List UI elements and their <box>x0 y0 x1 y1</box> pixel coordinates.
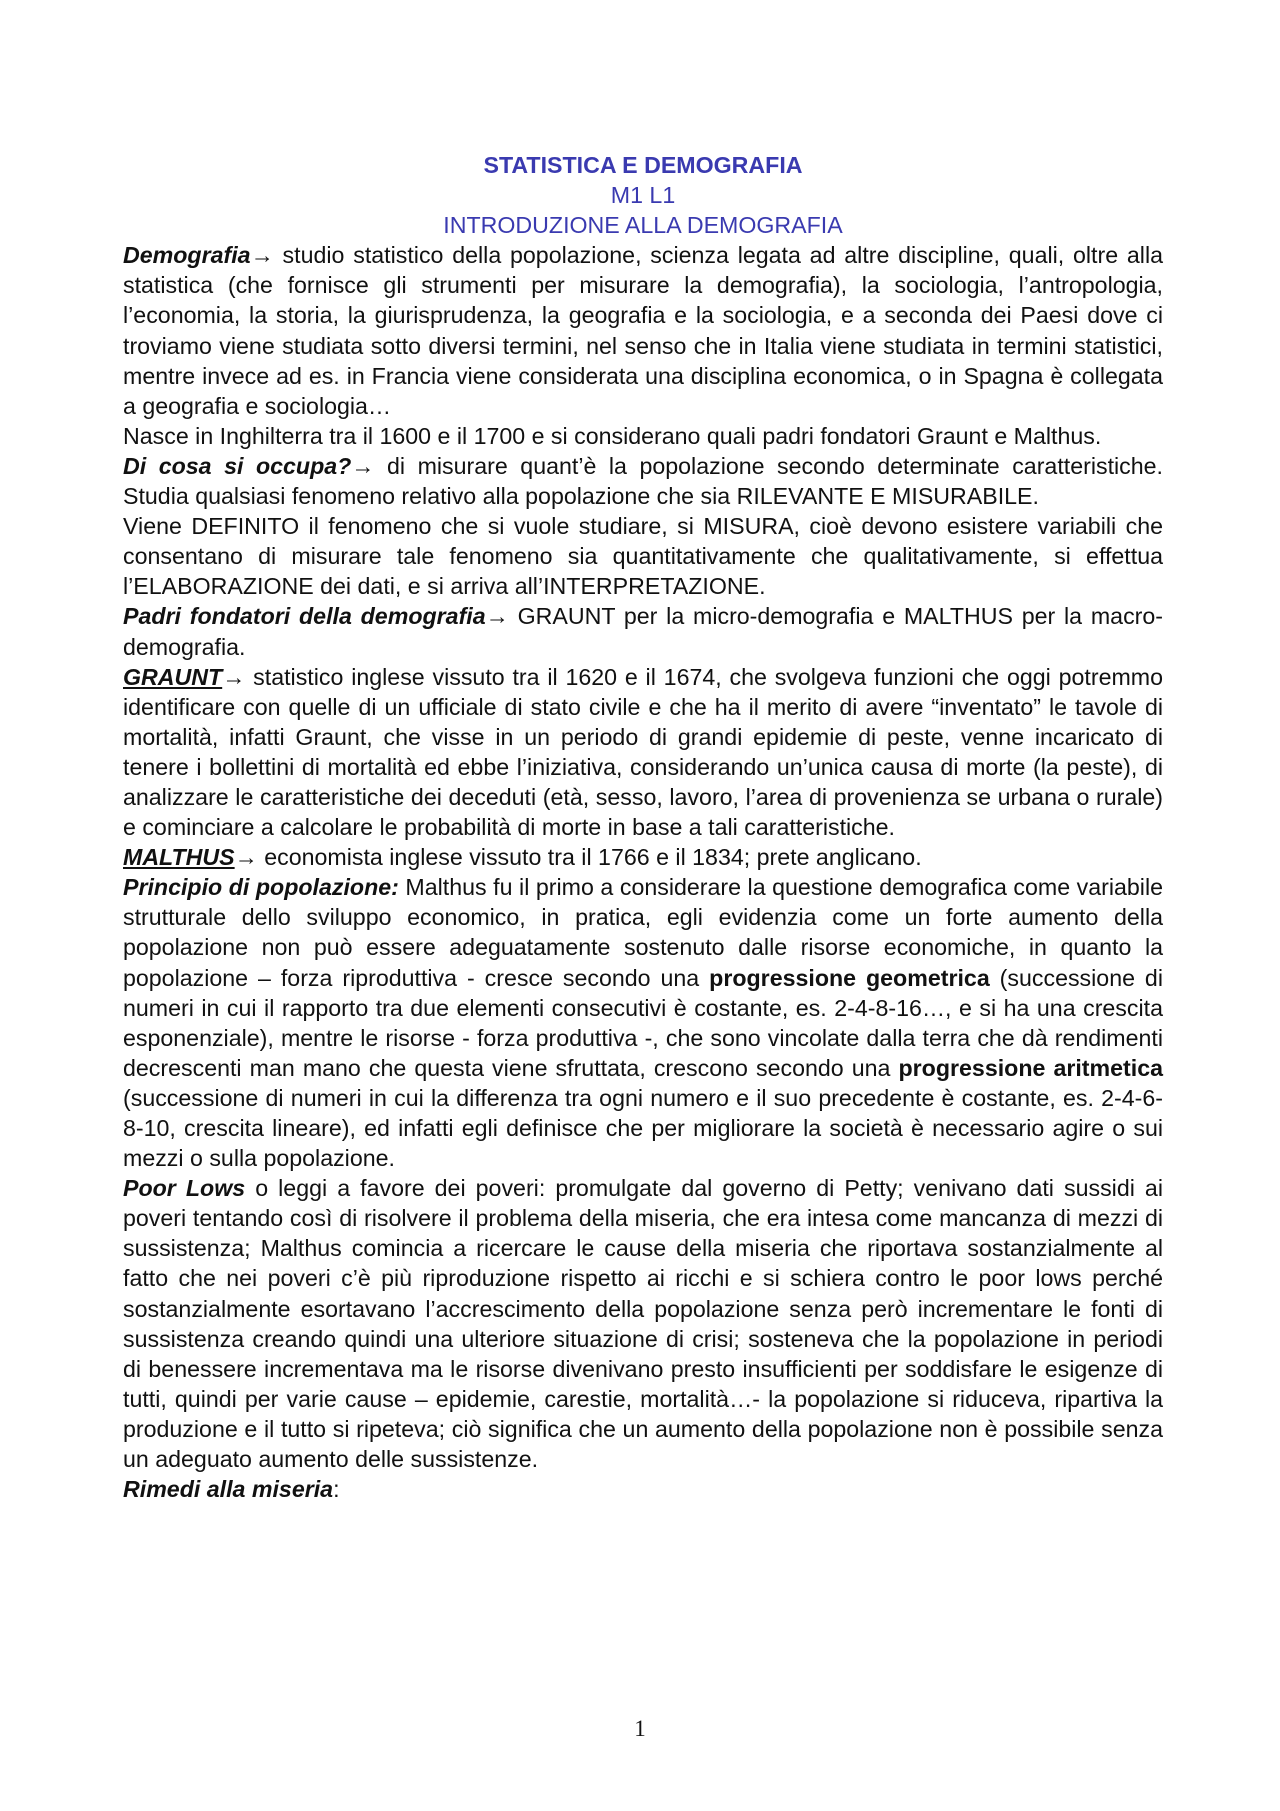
document-page <box>123 150 1163 1504</box>
section-title: INTRODUZIONE ALLA DEMOGRAFIA <box>443 212 843 239</box>
paragraph-text: statistico inglese vissuto tra il 1620 e il 1674, che svolgeva funzioni che oggi potremmo identificare con quelle di un ufficiale di stato civile e che ha il merito di avere “inventato” le tavole di mortalità, infatti Graunt, che visse in un periodo di grandi epidemie di peste, venne incaricato di tenere i bollettini di mortalità ed ebbe l’iniziativa, considerando un’unica causa di morte (la peste), di analizzare le caratteristiche dei deceduti (età, sesso, lavoro, l’area di provenienza se urbana o rurale) e cominciare a calcolare le probabilità di morte in base a tali caratteristiche. <box>123 663 1163 841</box>
arrow-icon: → <box>234 844 258 871</box>
paragraph-text: (successione di numeri in cui il rapporto tra due elementi consecutivi è costante, es. 2-4-8-16…, e si ha una crescita esponenziale), mentre le risorse - forza produttiva -, che sono vincolate dalla terra che dà rendimenti decrescenti man mano che questa viene sfruttata, crescono secondo una <box>123 964 1163 1081</box>
document-subtitle: M1 L1 <box>610 182 676 209</box>
paragraph-text: (successione di numeri in cui la differenza tra ogni numero e il suo precedente è costante, es. 2-4-6-8-10, crescita lineare), ed infatti egli definisce che per migliorare la società è necessario agire o sui mezzi o sulla popolazione. <box>123 1084 1163 1172</box>
paragraph-text: economista inglese vissuto tra il 1766 e il 1834; prete anglicano. <box>257 844 922 871</box>
arrow-icon: → <box>351 452 375 479</box>
term-label: Poor Lows <box>123 1175 246 1202</box>
bold-term: progressione geometrica <box>709 964 990 991</box>
page-number: 1 <box>634 1716 646 1741</box>
document-title: STATISTICA E DEMOGRAFIA <box>483 152 803 178</box>
arrow-icon: → <box>222 663 246 690</box>
paragraph-poor-lows <box>123 1173 1163 1474</box>
term-label: Rimedi alla miseria <box>123 1476 334 1503</box>
paragraph-method <box>123 511 1163 601</box>
paragraph-text: studio statistico della popolazione, scienza legata ad altre discipline, quali, oltre alla statistica (che fornisce gli strumenti per misurare la demografia), la sociologia, l’antropologia, l’economia, la storia, la giurisprudenza, la geografia e la sociologia, e a seconda dei Paesi dove ci troviamo viene studiata sotto diversi termini, nel senso che in Italia viene studiata in termini statistici, mentre invece ad es. in Francia viene considerata una disciplina economica, o in Spagna è collegata a geografia e sociologia… <box>123 242 1163 419</box>
paragraph-malthus <box>123 842 1163 872</box>
paragraph-di-cosa-si-occupa <box>123 451 1163 511</box>
paragraph-principio-popolazione <box>123 872 1163 1173</box>
term-label: Padri fondatori della demografia <box>123 603 486 630</box>
paragraph-text: : <box>333 1476 340 1503</box>
paragraph-rimedi <box>123 1474 1163 1504</box>
paragraph-origins <box>123 421 1163 451</box>
paragraph-padri-fondatori <box>123 601 1163 661</box>
term-label: MALTHUS <box>123 844 235 871</box>
term-label: Demografia <box>123 242 251 269</box>
paragraph-text: GRAUNT per la micro-demografia e MALTHUS per la macro-demografia. <box>123 603 1164 660</box>
arrow-icon: → <box>250 242 274 269</box>
paragraph-text: Malthus fu il primo a considerare la questione demografica come variabile strutturale dello sviluppo economico, in pratica, egli evidenzia come un forte aumento della popolazione non può essere adeguatamente sostenuto dalle risorse economiche, in quanto la popolazione – forza riproduttiva - cresce secondo una <box>123 874 1163 991</box>
term-label: Principio di popolazione: <box>123 874 399 901</box>
paragraph-text: di misurare quant’è la popolazione secondo determinate caratteristiche. Studia qualsiasi fenomeno relativo alla popolazione che sia RILEVANTE E MISURABILE. <box>123 452 1163 510</box>
term-label: Di cosa si occupa? <box>123 452 352 479</box>
paragraph-demografia <box>123 240 1163 421</box>
paragraph-text: Nasce in Inghilterra tra il 1600 e il 1700 e si considerano quali padri fondatori Graunt e Malthus. <box>123 422 1102 449</box>
paragraph-text: o leggi a favore dei poveri: promulgate dal governo di Petty; venivano dati sussidi ai poveri tentando così di risolvere il problema della miseria, che era intesa come mancanza di mezzi di sussistenza; Malthus comincia a ricercare le cause della miseria che riportava sostanzialmente al fatto che nei poveri c’è più riproduzione rispetto ai ricchi e si schiera contro le poor lows perché sostanzialmente esortavano l’accrescimento della popolazione senza però incrementare le fonti di sussistenza creando quindi una ulteriore situazione di crisi; sosteneva che la popolazione in periodi di benessere incrementava ma le risorse divenivano presto insufficienti per soddisfare le esigenze di tutti, quindi per varie cause – epidemie, carestie, mortalità…- la popolazione si riduceva, ripartiva la produzione e il tutto si ripeteva; ciò significa che un aumento della popolazione non è possibile senza un adeguato aumento delle sussistenze. <box>123 1175 1163 1473</box>
arrow-icon: → <box>485 603 509 630</box>
term-label: GRAUNT <box>123 663 223 690</box>
paragraph-graunt <box>123 662 1163 843</box>
bold-term: progressione aritmetica <box>898 1054 1163 1081</box>
paragraph-text: Viene DEFINITO il fenomeno che si vuole studiare, si MISURA, cioè devono esistere variabili che consentano di misurare tale fenomeno sia quantitativamente che qualitativamente, si effettua l’ELABORAZIONE dei dati, e si arriva all’INTERPRETAZIONE. <box>123 513 1163 600</box>
